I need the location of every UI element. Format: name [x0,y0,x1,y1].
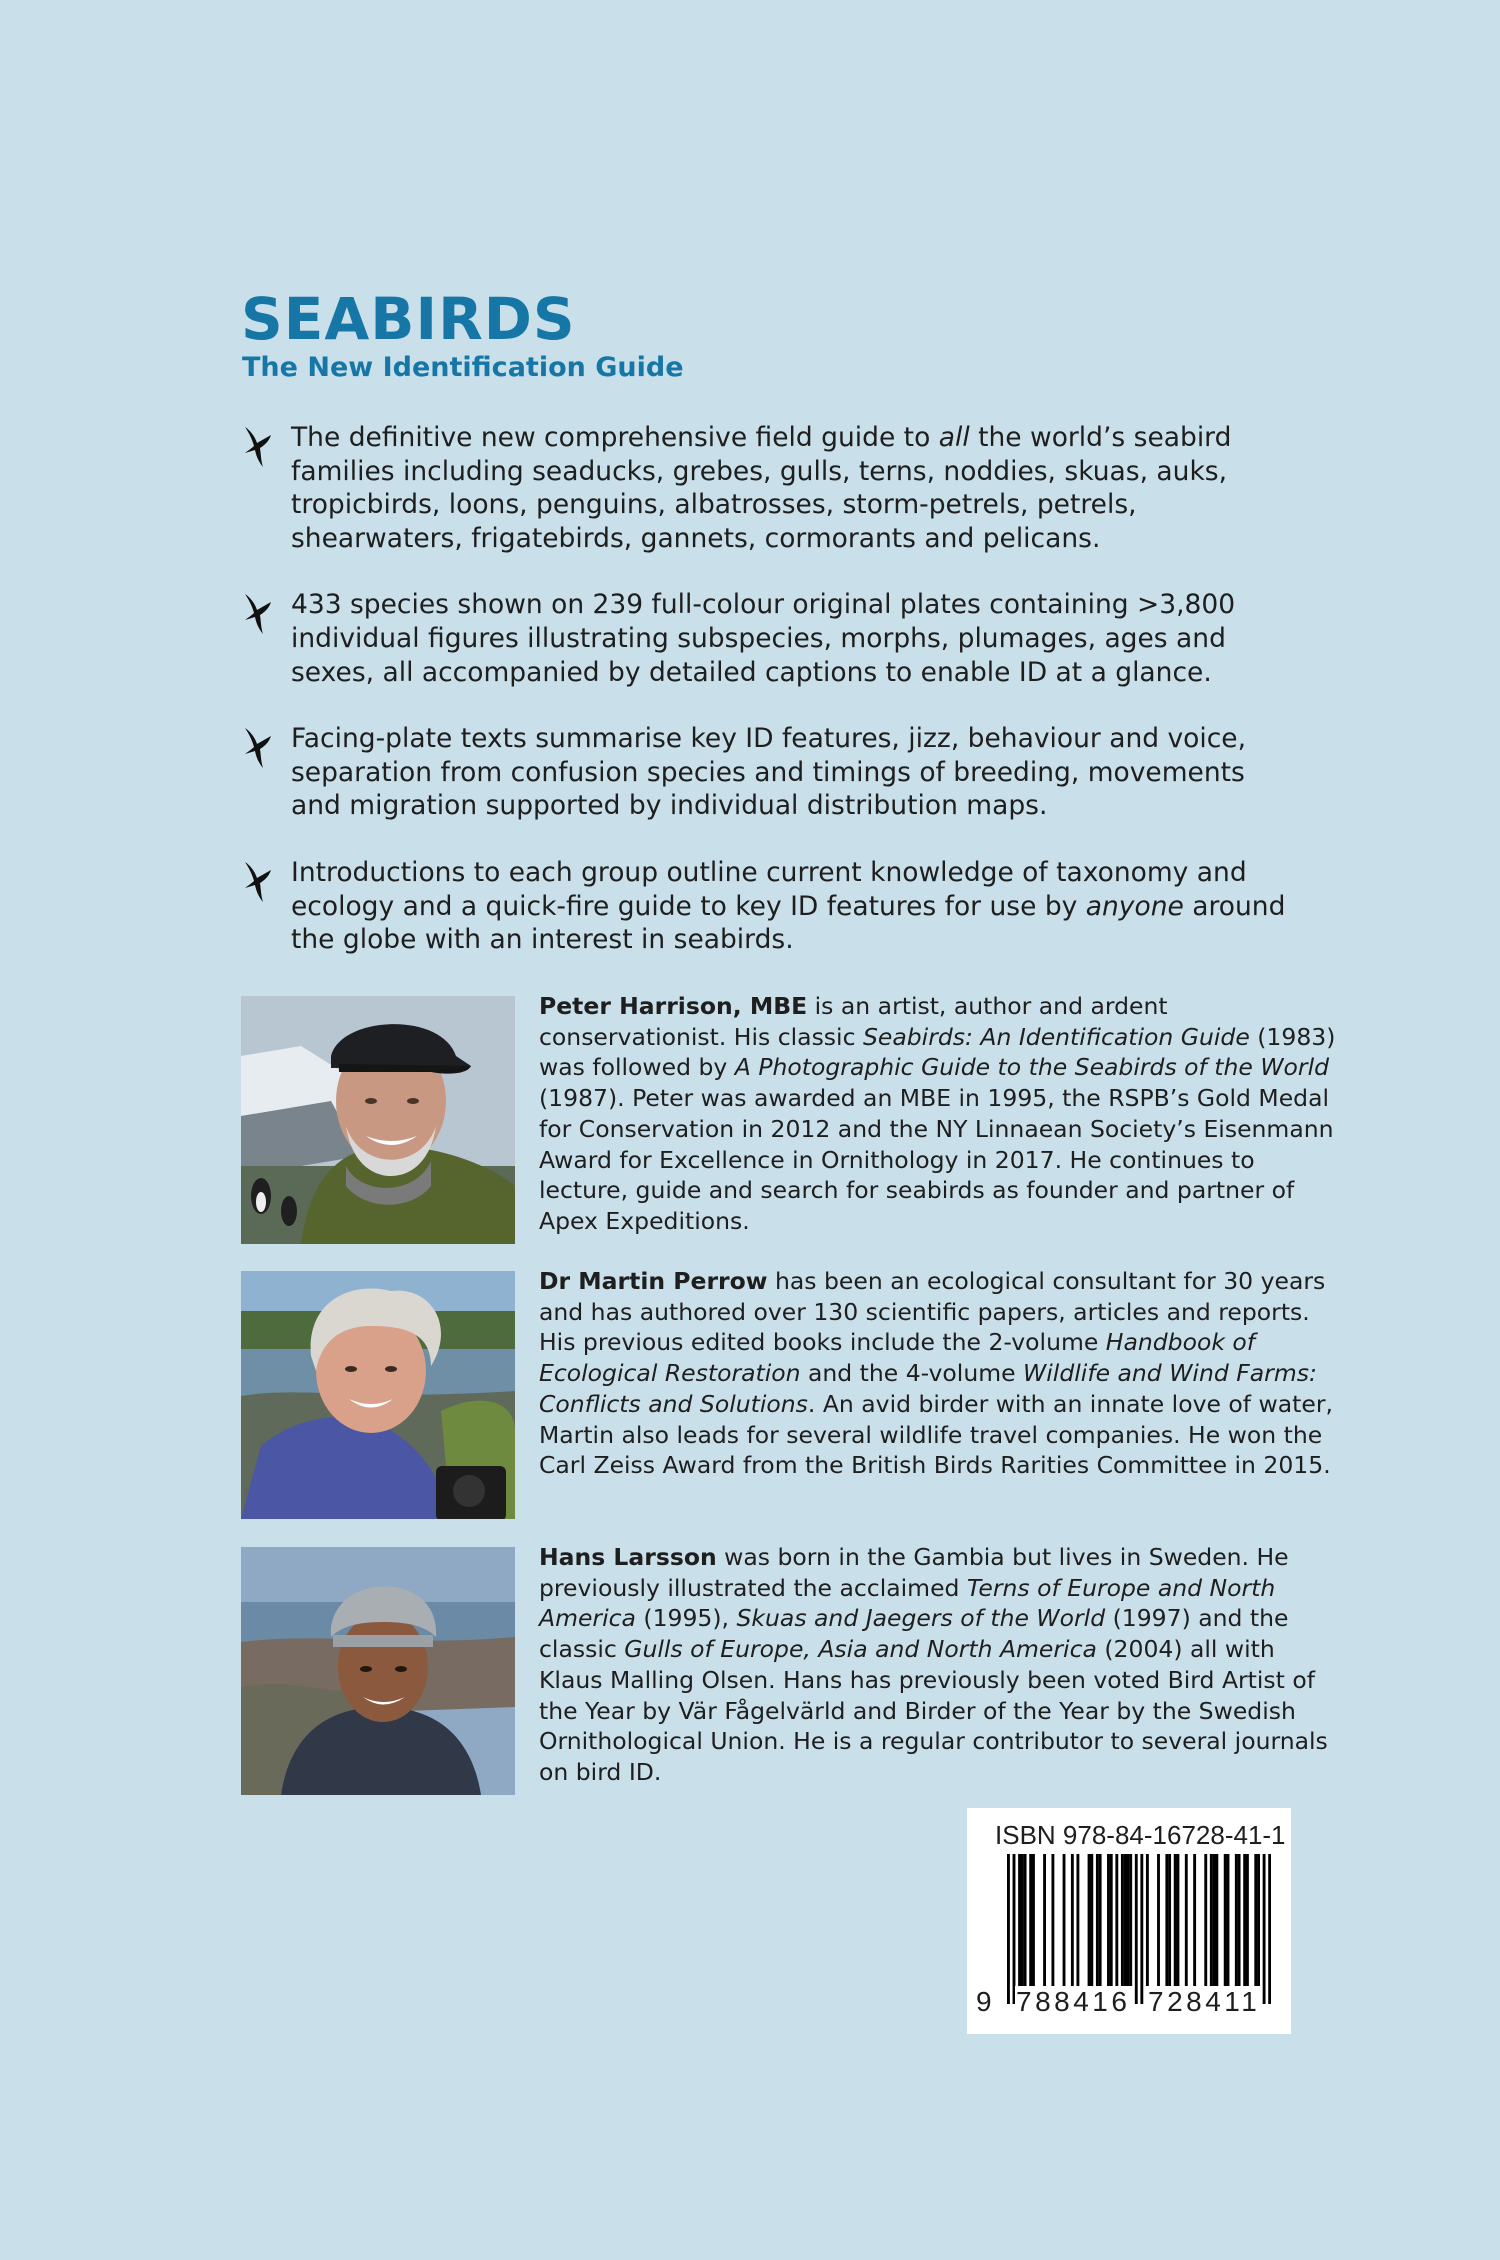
author-bio-text: Dr Martin Perrow has been an ecological consultant for 30 years and has authored over 130 scientific papers, articles and reports. His previous edited books include the 2-volume Handbook of Ecological Restoration and the 4-volume Wildlife and Wind Farms: Conflicts and Solutions. An avid birder with an innate love of water, Martin also leads for several wildlife travel companies. He won the Carl Zeiss Award from the British Birds Rarities Committee in 2015. [539,1267,1333,1480]
barcode-bar [1099,1854,1102,1986]
page-title: SEABIRDS [241,285,576,353]
barcode-bar [1110,1854,1113,1986]
barcode-bar [1129,1854,1132,1986]
author-photo [241,996,515,1244]
barcode-bar [1168,1854,1171,1986]
author-bio-hans-larsson [241,1543,1328,1797]
seabird-silhouette-icon [241,722,277,770]
author-bio-peter-harrison [241,992,1336,1246]
barcode-bar [1029,1854,1032,1986]
feature-item-1 [241,421,1301,555]
seabird-silhouette-icon [241,588,277,636]
barcode-bar [1246,1854,1249,1986]
barcode-bar [1210,1854,1213,1986]
barcode-bar [1018,1854,1021,1986]
barcode-bar [1254,1854,1257,1986]
barcode-bar [1213,1854,1216,1986]
barcode-bar [1215,1854,1218,1986]
isbn-barcode [967,1808,1291,2034]
barcode-first-digit: 9 [976,1986,996,2017]
feature-item-4 [241,856,1301,957]
feature-text: Facing-plate texts summarise key ID features, jizz, behaviour and voice, separation from confusion species and timings of breeding, movements and migration supported by individual distribution maps. [291,723,1247,822]
barcode-bar [1076,1854,1079,1986]
barcode-bar [1126,1854,1129,1986]
barcode-bar [1071,1854,1074,1986]
feature-text: 433 species shown on 239 full-colour original plates containing >3,800 individual figures illustrating subspecies, morphs, plumages, ages and sexes, all accompanied by detailed captions to enable ID at a glance. [291,589,1236,688]
barcode-bar [1032,1854,1035,1986]
barcode-bar [1238,1854,1241,1986]
barcode-bar [1243,1854,1246,1986]
barcode-bar [1007,1854,1010,2004]
barcode-bar [1107,1854,1110,1986]
barcode-bar [1090,1854,1093,1986]
barcode-bar [1165,1854,1168,1986]
barcode-bar [1263,1854,1266,2004]
feature-list [241,421,1301,990]
author-bio-martin-perrow [241,1267,1333,1521]
feature-text: The definitive new comprehensive field guide to all the world’s seabird families including seaducks, grebes, gulls, terns, noddies, skuas, auks, tropicbirds, loons, penguins, albatrosses, storm-petrels, petrels, shearwaters, frigatebirds, gannets, cormorants and pelicans. [291,422,1232,554]
author-photo [241,1547,515,1795]
barcode-left-digits: 788416 [1016,1986,1131,2017]
barcode-bar [1257,1854,1260,1986]
barcode-bar [1235,1854,1238,1986]
barcode-bar [1121,1854,1124,1986]
page-subtitle: The New Identification Guide [242,352,684,383]
barcode-bar [1063,1854,1066,1986]
seabird-silhouette-icon [241,856,277,904]
barcode-bars [1007,1854,1271,2004]
barcode-bar [1157,1854,1160,1986]
barcode-bar [1021,1854,1024,1986]
author-photo [241,1271,515,1519]
barcode-bar [1224,1854,1227,1986]
barcode-bar [1185,1854,1188,1986]
feature-item-3 [241,722,1301,823]
barcode-bar [1204,1854,1207,1986]
barcode-bar [1115,1854,1118,1986]
barcode-bar [1043,1854,1046,1986]
barcode-bar [1051,1854,1054,1986]
barcode-bar [1193,1854,1196,1986]
feature-text: Introductions to each group outline current knowledge of taxonomy and ecology and a quick-fire guide to key ID features for use by anyone around the globe with an interest in seabirds. [291,856,1286,956]
barcode-bar [1177,1854,1180,1986]
barcode-bar [1174,1854,1177,1986]
barcode-bar [1227,1854,1230,1986]
seabird-silhouette-icon [241,421,277,469]
barcode-bar [1096,1854,1099,1986]
barcode-bar [1024,1854,1027,1986]
barcode-bar [1140,1854,1143,2004]
barcode-bar [1135,1854,1138,2004]
feature-item-2 [241,588,1301,689]
barcode-bar [1013,1854,1016,2004]
barcode-bar [1146,1854,1149,1986]
barcode-bar [1124,1854,1127,1986]
author-bio-text: Hans Larsson was born in the Gambia but lives in Sweden. He previously illustrated the acclaimed Terns of Europe and North America (1995), Skuas and Jaegers of the World (1997) and the classic Gulls of Europe, Asia and North America (2004) all with Klaus Malling Olsen. Hans has previously been voted Bird Artist of the Year by Vär Fågelvärld and Birder of the Year by the Swedish Ornithological Union. He is a regular contributor to several journals on bird ID. [539,1543,1328,1786]
barcode-bar [1088,1854,1091,1986]
barcode-right-digits: 728411 [1148,1986,1261,2017]
barcode-bar [1268,1854,1271,2004]
author-bio-text: Peter Harrison, MBE is an artist, author and ardent conservationist. His classic Seabirds: An Identification Guide (1983) was followed by A Photographic Guide to the Seabirds of the World (1987). Peter was awarded an MBE in 1995, the RSPB’s Gold Medal for Conservation in 2012 and the NY Linnaean Society’s Eisenmann Award for Excellence in Ornithology in 2017. He continues to lecture, guide and search for seabirds as founder and partner of Apex Expeditions. [539,992,1336,1235]
isbn-number: ISBN 978-84-16728-41-1 [995,1820,1286,1850]
